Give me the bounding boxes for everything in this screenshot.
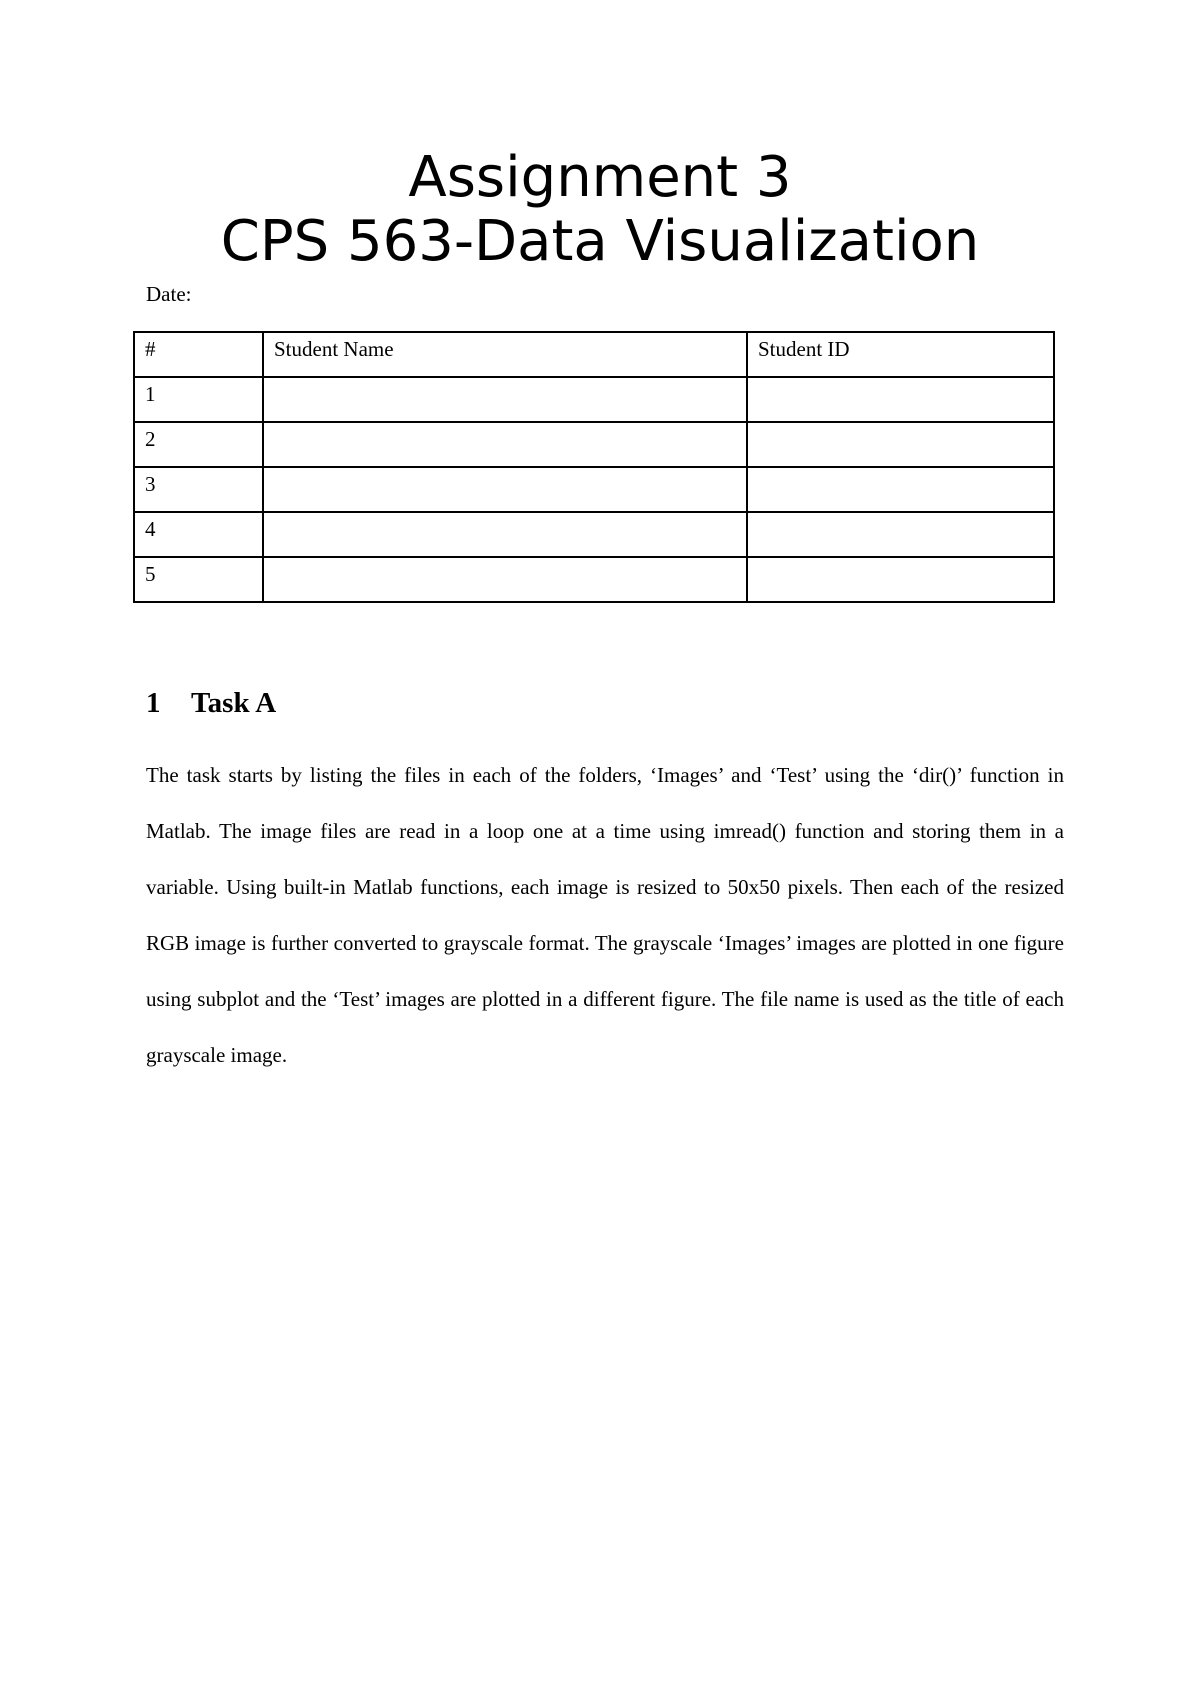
row-number: 4 — [134, 512, 263, 557]
document-title — [0, 146, 1200, 274]
title-line-assignment: Assignment 3 — [408, 145, 792, 210]
date-label: Date: — [146, 282, 192, 306]
student-id-cell[interactable] — [747, 512, 1054, 557]
student-id-cell[interactable] — [747, 557, 1054, 602]
table-row — [134, 467, 1054, 512]
student-name-cell[interactable] — [263, 557, 747, 602]
row-number: 5 — [134, 557, 263, 602]
row-number: 1 — [134, 377, 263, 422]
student-name-cell[interactable] — [263, 467, 747, 512]
student-name-cell[interactable] — [263, 377, 747, 422]
title-line-course: CPS 563-Data Visualization — [220, 209, 980, 274]
table-row — [134, 377, 1054, 422]
student-name-cell[interactable] — [263, 512, 747, 557]
table-row — [134, 557, 1054, 602]
header-number: # — [134, 332, 263, 377]
student-roster-table — [133, 331, 1055, 603]
row-number: 2 — [134, 422, 263, 467]
student-id-cell[interactable] — [747, 422, 1054, 467]
header-student-id: Student ID — [747, 332, 1054, 377]
student-id-cell[interactable] — [747, 377, 1054, 422]
section-number: 1 — [146, 687, 161, 719]
row-number: 3 — [134, 467, 263, 512]
table-row — [134, 422, 1054, 467]
student-name-cell[interactable] — [263, 422, 747, 467]
section-heading-task-a — [146, 686, 276, 720]
table-row — [134, 512, 1054, 557]
header-student-name: Student Name — [263, 332, 747, 377]
table-header-row — [134, 332, 1054, 377]
task-a-paragraph: The task starts by listing the files in each of the folders, ‘Images’ and ‘Test’ using the ‘dir()’ function in Matlab. The image files are read in a loop one at a time using imread() function and storing them in a variable. Using built-in Matlab functions, each image is resized to 50x50 pixels. Then each of the resized RGB image is further converted to grayscale format. The grayscale ‘Images’ images are plotted in one figure using subplot and the ‘Test’ images are plotted in a different figure. The file name is used as the title of each grayscale image. — [146, 763, 1064, 1067]
section-title: Task A — [191, 687, 277, 719]
student-id-cell[interactable] — [747, 467, 1054, 512]
